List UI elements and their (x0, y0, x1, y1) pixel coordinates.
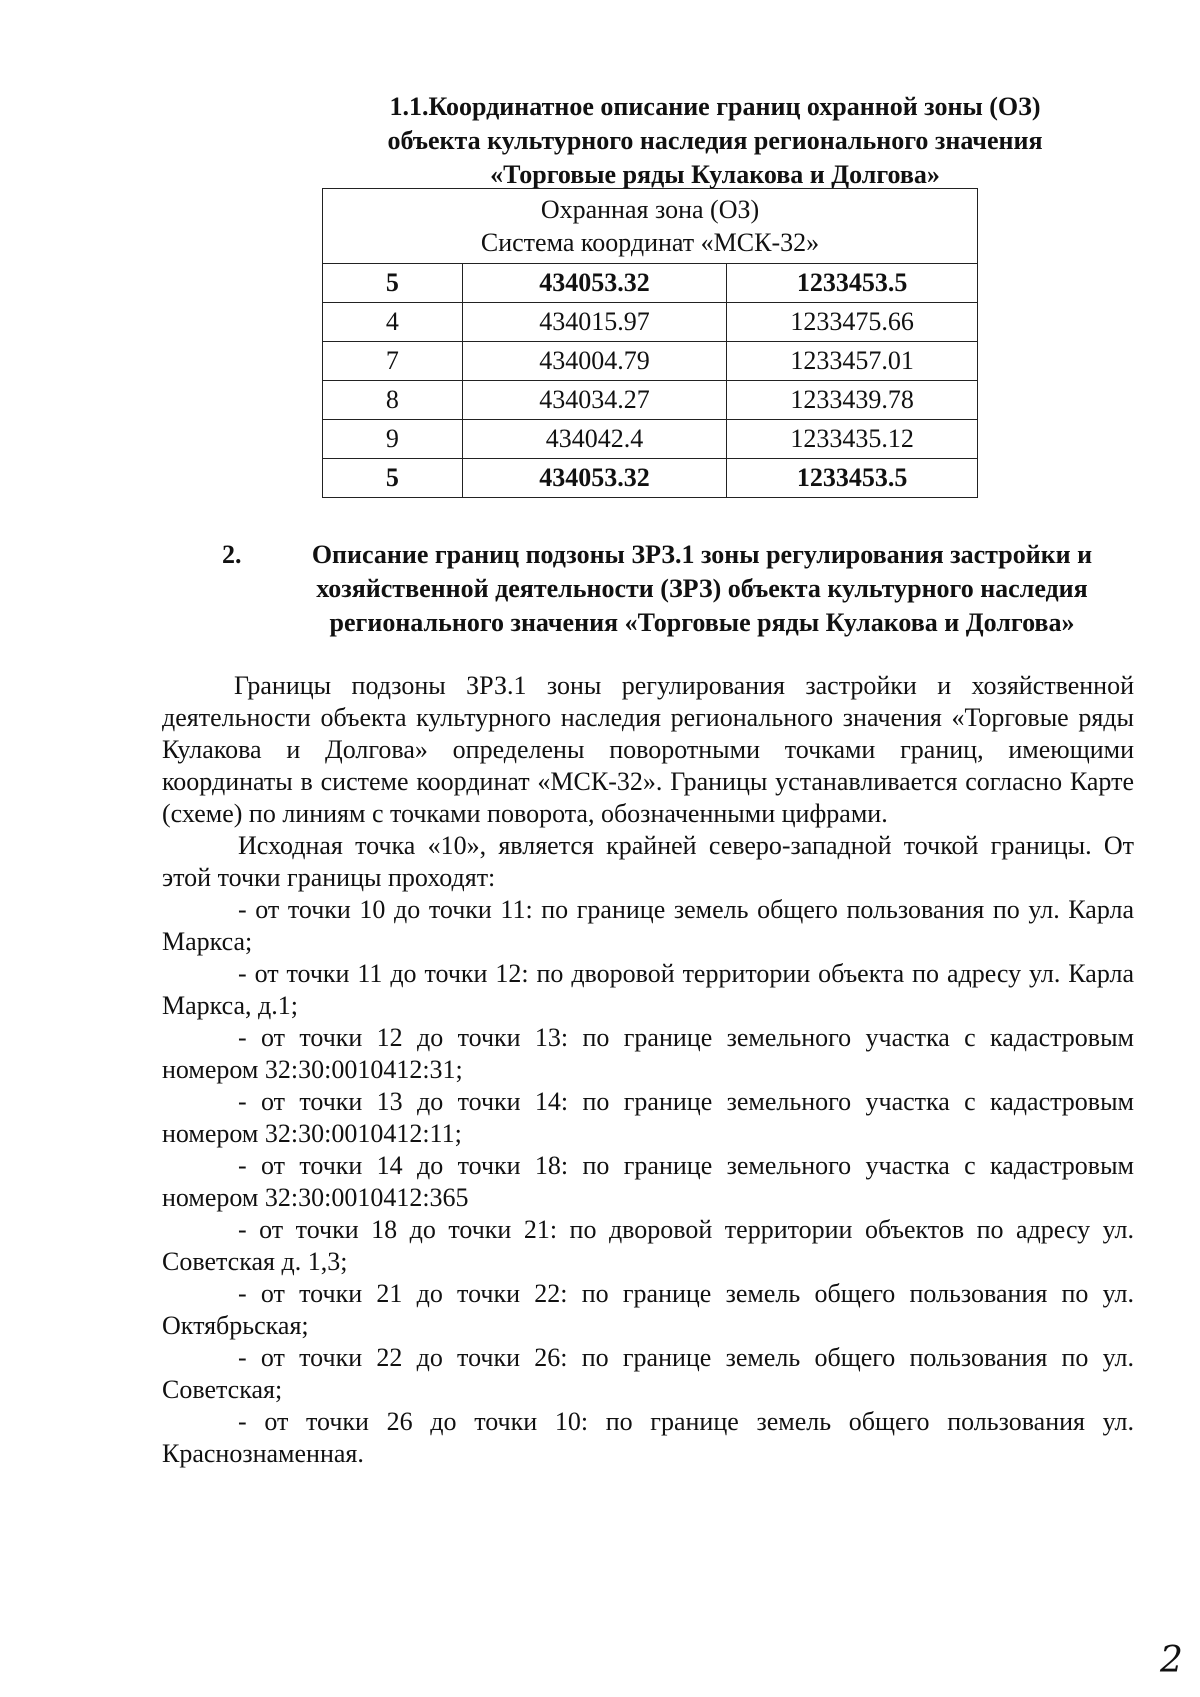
table-row (323, 303, 978, 342)
x-cell: 434053.32 (462, 459, 727, 498)
x-cell: 434053.32 (462, 264, 727, 303)
body-paragraph: Границы подзоны ЗРЗ.1 зоны регулирования застройки и хозяйственной деятельности объекта культурного наследия регионального значения «Торговые ряды Кулакова и Долгова» определены поворотными точками границ, имеющими координаты в системе координат «МСК-32». Границы устанавливается согласно Карте (схеме) по линиям с точками поворота, обозначенными цифрами. (162, 671, 1134, 828)
boundary-item: - от точки 21 до точки 22: по границе земель общего пользования по ул. Октябрьская; (162, 1279, 1134, 1340)
boundary-item: - от точки 13 до точки 14: по границе земельного участка с кадастровым номером 32:30:0010412:11; (162, 1087, 1134, 1148)
section-1-title-line: объекта культурного наследия регионального значения (387, 126, 1043, 155)
section-2-number: 2. (222, 540, 242, 569)
y-cell: 1233439.78 (727, 381, 978, 420)
section-1-title-line: «Торговые ряды Кулакова и Долгова» (490, 160, 940, 189)
y-cell: 1233453.5 (727, 264, 978, 303)
boundary-item: - от точки 11 до точки 12: по дворовой территории объекта по адресу ул. Карла Маркса, д.1; (162, 959, 1134, 1020)
table-row (323, 264, 978, 303)
boundary-item: - от точки 18 до точки 21: по дворовой территории объектов по адресу ул. Советская д. 1,3; (162, 1215, 1134, 1276)
point-cell: 4 (323, 303, 463, 342)
point-cell: 7 (323, 342, 463, 381)
x-cell: 434015.97 (462, 303, 727, 342)
point-cell: 5 (323, 264, 463, 303)
y-cell: 1233475.66 (727, 303, 978, 342)
table-header-row (323, 189, 978, 264)
boundary-item: - от точки 10 до точки 11: по границе земель общего пользования по ул. Карла Маркса; (162, 895, 1134, 956)
section-2-title (222, 538, 1142, 640)
point-cell: 5 (323, 459, 463, 498)
boundary-item: - от точки 14 до точки 18: по границе земельного участка с кадастровым номером 32:30:0010412:365 (162, 1151, 1134, 1212)
section-2-body (162, 670, 1134, 1470)
table-header-cell (323, 189, 978, 264)
table-row (323, 342, 978, 381)
point-cell: 8 (323, 381, 463, 420)
table-header-zone: Охранная зона (ОЗ) (540, 195, 760, 224)
x-cell: 434042.4 (462, 420, 727, 459)
x-cell: 434034.27 (462, 381, 727, 420)
y-cell: 1233435.12 (727, 420, 978, 459)
page-number: 2 (1160, 1640, 1183, 1681)
table-header-system: Система координат «МСК-32» (480, 228, 820, 257)
y-cell: 1233457.01 (727, 342, 978, 381)
table-row (323, 459, 978, 498)
table-row (323, 381, 978, 420)
section-1-title (330, 90, 1100, 192)
coordinates-table (322, 188, 978, 498)
y-cell: 1233453.5 (727, 459, 978, 498)
section-2-title-line: Описание границ подзоны ЗРЗ.1 зоны регулирования застройки и (311, 540, 1093, 569)
boundary-item: - от точки 26 до точки 10: по границе земель общего пользования ул. Краснознаменная. (162, 1407, 1134, 1468)
boundary-item: - от точки 12 до точки 13: по границе земельного участка с кадастровым номером 32:30:0010412:31; (162, 1023, 1134, 1084)
boundary-item: - от точки 22 до точки 26: по границе земель общего пользования по ул. Советская; (162, 1343, 1134, 1404)
section-1-title-line: 1.1.Координатное описание границ охранной зоны (ОЗ) (389, 92, 1041, 121)
table-row (323, 420, 978, 459)
section-2-title-line: хозяйственной деятельности (ЗРЗ) объекта культурного наследия (316, 574, 1088, 603)
point-cell: 9 (323, 420, 463, 459)
section-2-title-line: регионального значения «Торговые ряды Кулакова и Долгова» (329, 608, 1075, 637)
body-paragraph: Исходная точка «10», является крайней северо-западной точкой границы. От этой точки границы проходят: (162, 831, 1134, 892)
x-cell: 434004.79 (462, 342, 727, 381)
